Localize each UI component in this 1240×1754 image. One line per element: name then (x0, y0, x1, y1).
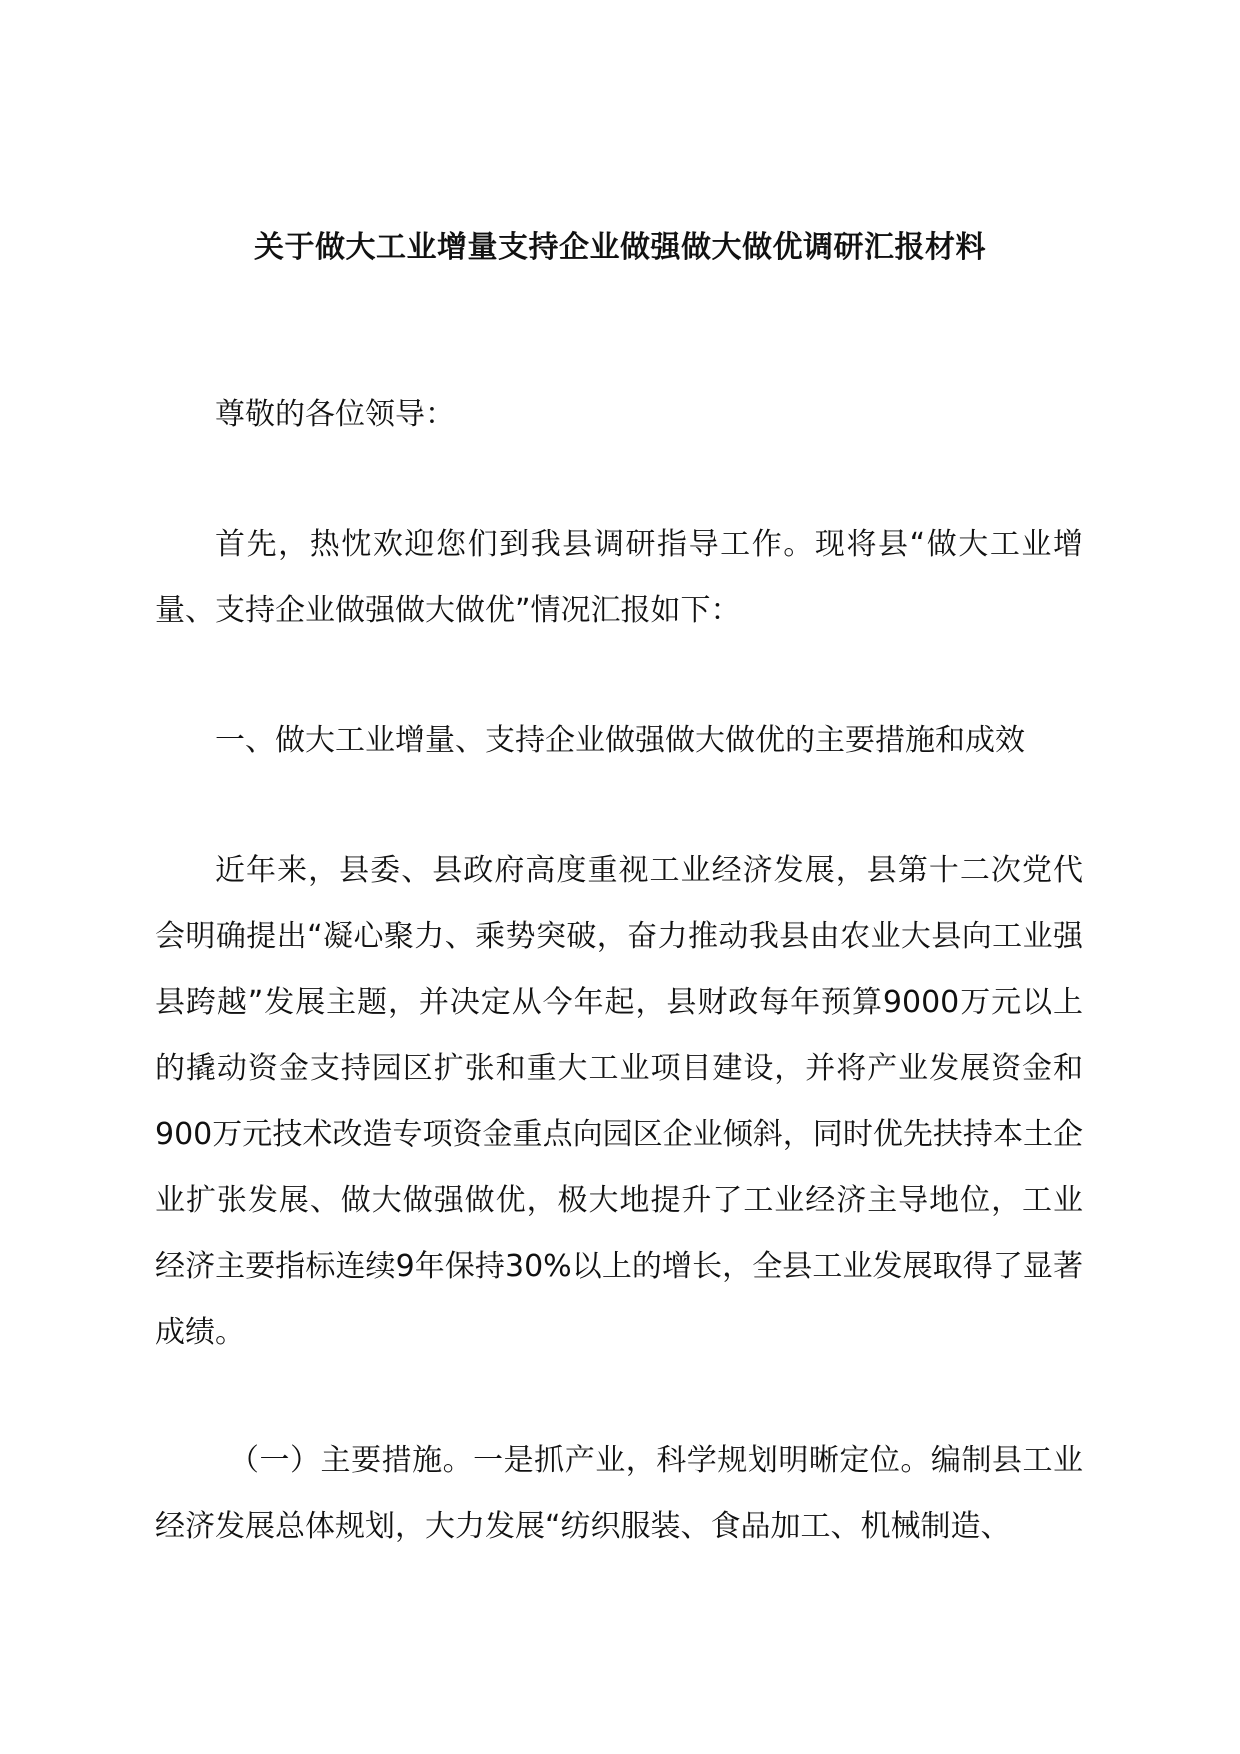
intro-paragraph: 首先，热忱欢迎您们到我县调研指导工作。现将县“做大工业增量、支持企业做强做大做优”情况汇报如下： (155, 527, 1083, 628)
measures-paragraph: （一）主要措施。一是抓产业，科学规划明晰定位。编制县工业经济发展总体规划，大力发展“纺织服装、食品加工、机械制造、 (155, 1443, 1083, 1544)
salutation-paragraph: 尊敬的各位领导： (215, 397, 455, 432)
section-heading: 一、做大工业增量、支持企业做强做大做优的主要措施和成效 (215, 723, 1025, 758)
main-paragraph: 近年来，县委、县政府高度重视工业经济发展，县第十二次党代会明确提出“凝心聚力、乘势突破，奋力推动我县由农业大县向工业强县跨越”发展主题，并决定从今年起，县财政每年预算9000万元以上的撬动资金支持园区扩张和重大工业项目建设，并将产业发展资金和900万元技术改造专项资金重点向园区企业倾斜，同时优先扶持本土企业扩张发展、做大做强做优，极大地提升了工业经济主导地位，工业经济主要指标连续9年保持30%以上的增长，全县工业发展取得了显著成绩。 (155, 853, 1083, 1350)
document-title: 关于做大工业增量支持企业做强做大做优调研汇报材料 (254, 230, 986, 265)
